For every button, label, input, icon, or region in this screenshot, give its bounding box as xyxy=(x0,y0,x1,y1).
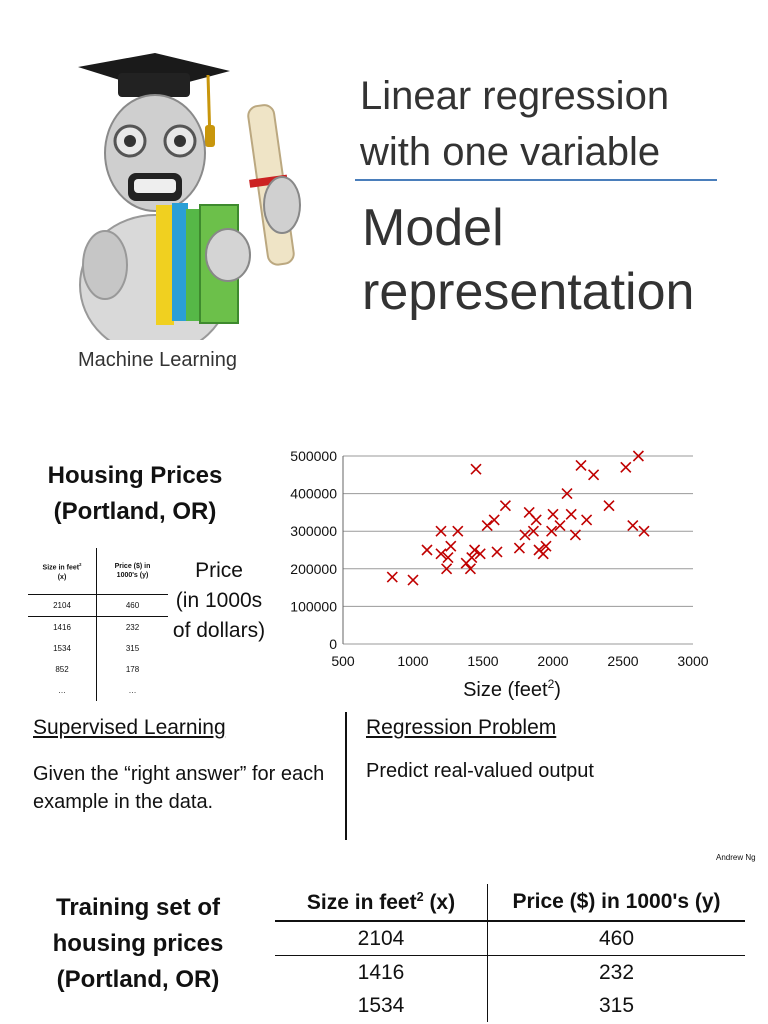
robot-graduate-illustration xyxy=(70,45,330,340)
course-label: Machine Learning xyxy=(78,349,237,371)
heading-line-1: Housing Prices xyxy=(47,462,223,489)
col-price-header: Price ($) in 1000's (y) xyxy=(488,884,746,921)
y-tick-label: 400000 xyxy=(290,485,337,502)
data-point-x-marker xyxy=(582,515,592,525)
mini-col-size: Size in feet$^2$ (x) xyxy=(28,548,97,595)
table-row: … … xyxy=(28,680,168,701)
data-point-x-marker xyxy=(628,521,638,531)
lecture-subtitle xyxy=(362,196,694,324)
mini-col-price: Price ($) in 1000's (y) xyxy=(97,548,169,595)
y-tick-label: 100000 xyxy=(290,598,337,615)
table-row: 1534 315 xyxy=(28,638,168,659)
x-axis-label: Size (feet$^2$) xyxy=(463,677,561,701)
table-row: 1534 315 xyxy=(275,989,745,1022)
data-point-x-marker xyxy=(422,545,432,555)
heading-line-2: (Portland, OR) xyxy=(53,498,217,525)
subtitle-line-1: Model xyxy=(362,199,504,257)
data-point-x-marker xyxy=(408,575,418,585)
housing-prices-heading xyxy=(30,458,240,530)
data-point-x-marker xyxy=(387,572,397,582)
data-point-x-marker xyxy=(621,462,631,472)
data-point-x-marker xyxy=(475,549,485,559)
data-point-x-marker xyxy=(576,460,586,470)
data-point-x-marker xyxy=(492,547,502,557)
data-point-x-marker xyxy=(467,553,477,563)
data-point-x-marker xyxy=(500,501,510,511)
table-row: 1416 232 xyxy=(275,956,745,990)
data-point-x-marker xyxy=(538,549,548,559)
title-line-2: with one variable xyxy=(360,130,661,174)
price-axis-label: Price (in 1000s of dollars) xyxy=(172,559,266,642)
data-point-x-marker xyxy=(471,464,481,474)
x-tick-label: 500 xyxy=(331,653,355,669)
table-row: 2104 460 xyxy=(28,595,168,617)
y-tick-label: 300000 xyxy=(290,523,337,540)
lecture-title xyxy=(360,68,669,180)
data-point-x-marker xyxy=(482,521,492,531)
subtitle-line-2: representation xyxy=(362,263,695,321)
vertical-divider xyxy=(345,712,347,840)
data-point-x-marker xyxy=(531,515,541,525)
title-rule xyxy=(355,179,717,181)
table-row: 852 178 xyxy=(28,659,168,680)
x-tick-label: 1000 xyxy=(397,653,429,669)
training-set-table xyxy=(275,884,745,1022)
title-line-1: Linear regression xyxy=(360,74,670,118)
housing-scatter-chart xyxy=(275,440,715,705)
regression-problem-heading: Regression Problem xyxy=(366,716,557,739)
y-tick-label: 500000 xyxy=(290,448,337,464)
data-point-x-marker xyxy=(566,509,576,519)
training-set-heading: Training set of housing prices (Portland, OR) xyxy=(52,894,224,993)
data-point-x-marker xyxy=(514,543,524,553)
data-point-x-marker xyxy=(548,509,558,519)
y-tick-label: 0 xyxy=(329,636,337,652)
data-point-x-marker xyxy=(604,501,614,511)
data-point-x-marker xyxy=(589,470,599,480)
data-point-x-marker xyxy=(555,521,565,531)
x-tick-label: 3000 xyxy=(677,653,709,669)
table-row: 1416 232 xyxy=(28,617,168,639)
data-point-x-marker xyxy=(446,541,456,551)
data-point-x-marker xyxy=(470,545,480,555)
mini-data-table xyxy=(28,548,168,701)
x-tick-label: 1500 xyxy=(467,653,499,669)
col-size-header: Size in feet$^2$ (x) xyxy=(275,884,488,921)
table-row: 2104 460 xyxy=(275,921,745,956)
regression-problem-text: Predict real-valued output xyxy=(366,760,594,782)
data-point-x-marker xyxy=(489,515,499,525)
x-tick-label: 2000 xyxy=(537,653,569,669)
x-tick-label: 2500 xyxy=(607,653,639,669)
author-credit: Andrew Ng xyxy=(716,853,756,862)
y-tick-label: 200000 xyxy=(290,560,337,577)
supervised-learning-text: Given the “right answer” for each example in the data. xyxy=(33,763,325,813)
supervised-learning-heading: Supervised Learning xyxy=(33,716,226,739)
